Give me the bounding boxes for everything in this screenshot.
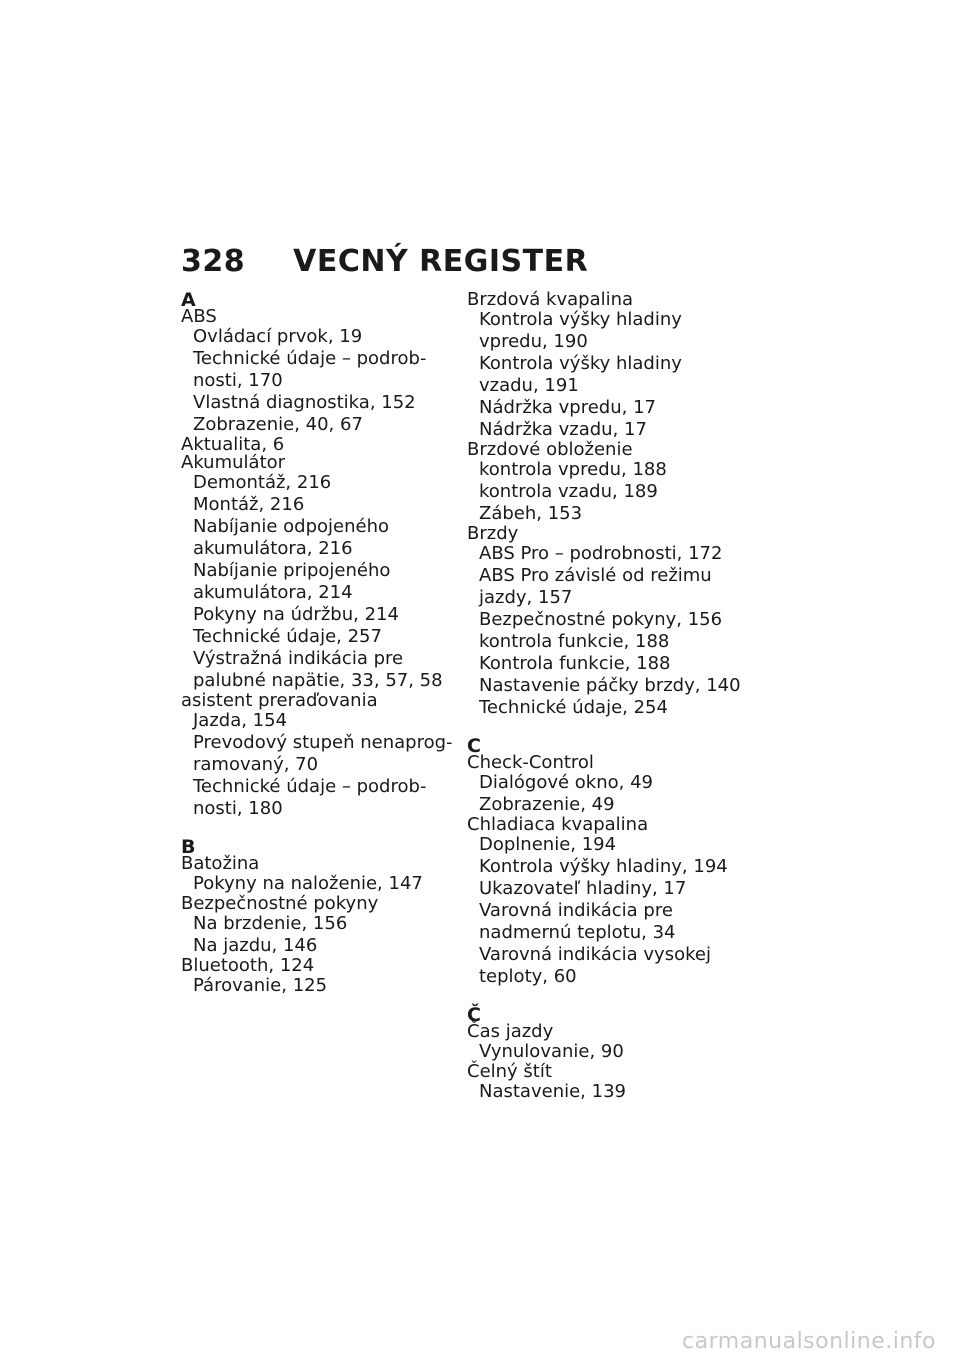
index-entry — [467, 525, 752, 719]
index-subentry-line: kontrola vzadu, 189 — [479, 481, 658, 502]
index-entry — [181, 855, 466, 895]
index-subentry — [181, 913, 466, 935]
index-subentry-line: Technické údaje – podrob- — [193, 776, 427, 797]
index-entry — [181, 692, 466, 820]
index-subentry-line: nadmernú teplotu, 34 — [479, 922, 676, 943]
index-subentry-line: Na brzdenie, 156 — [193, 913, 348, 934]
section-letter: Č — [467, 1004, 481, 1026]
index-subentry — [467, 631, 752, 653]
index-subentry-line: nosti, 170 — [193, 370, 283, 391]
index-subentry-line: Ovládací prvok, 19 — [193, 326, 363, 347]
index-subentry — [181, 648, 466, 692]
index-entry — [467, 291, 752, 441]
index-subentry-line: Varovná indikácia pre — [479, 900, 673, 921]
index-subentry — [181, 348, 466, 392]
page-header — [181, 244, 588, 279]
index-subentry-line: vzadu, 191 — [479, 375, 579, 396]
index-subentry-line: Párovanie, 125 — [193, 975, 328, 996]
index-entry — [181, 308, 466, 436]
index-subentry — [181, 732, 466, 776]
index-section — [467, 1006, 752, 1103]
index-subentry-line: Vlastná diagnostika, 152 — [193, 392, 416, 413]
index-subentry-line: Kontrola výšky hladiny, 194 — [479, 856, 728, 877]
index-subentry — [181, 710, 466, 732]
index-subentry — [467, 419, 752, 441]
index-subentry — [181, 326, 466, 348]
index-subentry-line: Technické údaje, 254 — [479, 697, 668, 718]
index-subentry-line: jazdy, 157 — [479, 587, 573, 608]
index-subentry — [467, 309, 752, 353]
index-entry — [467, 816, 752, 988]
index-subentry — [181, 873, 466, 895]
index-subentry — [467, 397, 752, 419]
index-subentry — [467, 878, 752, 900]
index-subentry — [181, 626, 466, 648]
index-subentry — [181, 392, 466, 414]
index-entry — [467, 441, 752, 525]
watermark: carmanualsonline.info — [682, 1329, 936, 1354]
index-subentry-line: Varovná indikácia vysokej — [479, 944, 711, 965]
page-number: 328 — [181, 244, 246, 279]
index-subentry-line: Výstražná indikácia pre — [193, 648, 404, 669]
index-section — [181, 291, 466, 820]
index-subentry-line: Ukazovateľ hladiny, 17 — [479, 878, 687, 899]
index-main-term: Brzdy — [467, 523, 519, 544]
index-subentry-line: kontrola funkcie, 188 — [479, 631, 670, 652]
index-subentry — [467, 697, 752, 719]
index-subentry-line: Montáž, 216 — [193, 494, 305, 515]
index-subentry — [467, 944, 752, 988]
index-main-term: Bluetooth, 124 — [181, 955, 315, 976]
index-main-term: Brzdové obloženie — [467, 439, 633, 460]
index-subentry — [181, 776, 466, 820]
index-subentry-line: Technické údaje – podrob- — [193, 348, 427, 369]
section-letter: B — [181, 836, 196, 858]
section-letter: C — [467, 735, 481, 757]
index-subentry — [467, 481, 752, 503]
index-entry — [467, 754, 752, 816]
index-subentry-line: Kontrola výšky hladiny — [479, 353, 682, 374]
index-subentry — [467, 675, 752, 697]
index-subentry-line: akumulátora, 214 — [193, 582, 353, 603]
index-subentry-line: Technické údaje, 257 — [193, 626, 382, 647]
index-subentry — [467, 772, 752, 794]
index-section — [181, 838, 466, 997]
index-subentry — [467, 1081, 752, 1103]
index-main-term: Akumulátor — [181, 452, 286, 473]
index-subentry-line: Nabíjanie pripojeného — [193, 560, 391, 581]
index-subentry — [181, 494, 466, 516]
page-title: VECNÝ REGISTER — [293, 244, 589, 279]
index-subentry-line: Vynulovanie, 90 — [479, 1041, 624, 1062]
index-subentry-line: ramovaný, 70 — [193, 754, 319, 775]
index-subentry-line: Nastavenie páčky brzdy, 140 — [479, 675, 741, 696]
index-subentry-line: Bezpečnostné pokyny, 156 — [479, 609, 723, 630]
index-column-right — [467, 291, 752, 1103]
index-subentry-line: palubné napätie, 33, 57, 58 — [193, 670, 443, 691]
index-subentry-line: Nádržka vpredu, 17 — [479, 397, 656, 418]
index-main-term: Batožina — [181, 853, 260, 874]
index-subentry-line: Kontrola funkcie, 188 — [479, 653, 671, 674]
index-subentry-line: akumulátora, 216 — [193, 538, 353, 559]
index-subentry — [467, 1041, 752, 1063]
index-subentry-line: ABS Pro závislé od režimu — [479, 565, 712, 586]
index-subentry — [181, 975, 466, 997]
index-subentry-line: Zobrazenie, 40, 67 — [193, 414, 363, 435]
index-subentry-line: kontrola vpredu, 188 — [479, 459, 667, 480]
index-subentry — [181, 414, 466, 436]
index-subentry — [467, 653, 752, 675]
index-subentry — [467, 856, 752, 878]
index-subentry-line: Nastavenie, 139 — [479, 1081, 626, 1102]
index-subentry-line: Kontrola výšky hladiny — [479, 309, 682, 330]
index-subentry — [467, 609, 752, 631]
index-subentry — [181, 472, 466, 494]
index-subentry-line: ABS Pro – podrobnosti, 172 — [479, 543, 723, 564]
index-subentry — [467, 834, 752, 856]
index-main-term: Brzdová kvapalina — [467, 289, 634, 310]
index-subentry — [467, 794, 752, 816]
index-section — [467, 291, 752, 719]
index-subentry-line: teploty, 60 — [479, 966, 577, 987]
index-main-term: Chladiaca kvapalina — [467, 814, 649, 835]
index-subentry — [467, 565, 752, 609]
index-entry — [467, 1023, 752, 1063]
index-column-left — [181, 291, 466, 997]
index-entry — [181, 454, 466, 692]
index-subentry-line: Nabíjanie odpojeného — [193, 516, 390, 537]
index-subentry-line: Zábeh, 153 — [479, 503, 583, 524]
index-subentry-line: Na jazdu, 146 — [193, 935, 318, 956]
index-subentry-line: Pokyny na údržbu, 214 — [193, 604, 399, 625]
section-letter: A — [181, 289, 196, 311]
index-main-term: Aktualita, 6 — [181, 434, 285, 455]
index-subentry — [181, 935, 466, 957]
index-subentry-line: Demontáž, 216 — [193, 472, 332, 493]
index-main-term: Check-Control — [467, 752, 594, 773]
index-subentry — [467, 459, 752, 481]
index-subentry — [181, 604, 466, 626]
index-main-term: asistent preraďovania — [181, 690, 378, 711]
index-section — [467, 737, 752, 988]
index-subentry-line: Pokyny na naloženie, 147 — [193, 873, 423, 894]
index-subentry-line: nosti, 180 — [193, 798, 283, 819]
index-subentry — [467, 353, 752, 397]
index-main-term: ABS — [181, 306, 217, 327]
index-entry — [467, 1063, 752, 1103]
index-subentry-line: Zobrazenie, 49 — [479, 794, 615, 815]
index-subentry — [467, 900, 752, 944]
index-subentry-line: Prevodový stupeň nenaprog- — [193, 732, 453, 753]
index-subentry — [467, 543, 752, 565]
index-subentry-line: Jazda, 154 — [193, 710, 288, 731]
index-subentry-line: Dialógové okno, 49 — [479, 772, 653, 793]
index-main-term: Čelný štít — [467, 1061, 552, 1082]
index-subentry — [181, 560, 466, 604]
index-subentry-line: vpredu, 190 — [479, 331, 588, 352]
index-subentry — [181, 516, 466, 560]
index-entry — [181, 957, 466, 997]
index-subentry-line: Doplnenie, 194 — [479, 834, 617, 855]
index-subentry — [467, 503, 752, 525]
index-main-term: Čas jazdy — [467, 1021, 554, 1042]
index-subentry-line: Nádržka vzadu, 17 — [479, 419, 647, 440]
index-entry — [181, 895, 466, 957]
index-main-term: Bezpečnostné pokyny — [181, 893, 379, 914]
